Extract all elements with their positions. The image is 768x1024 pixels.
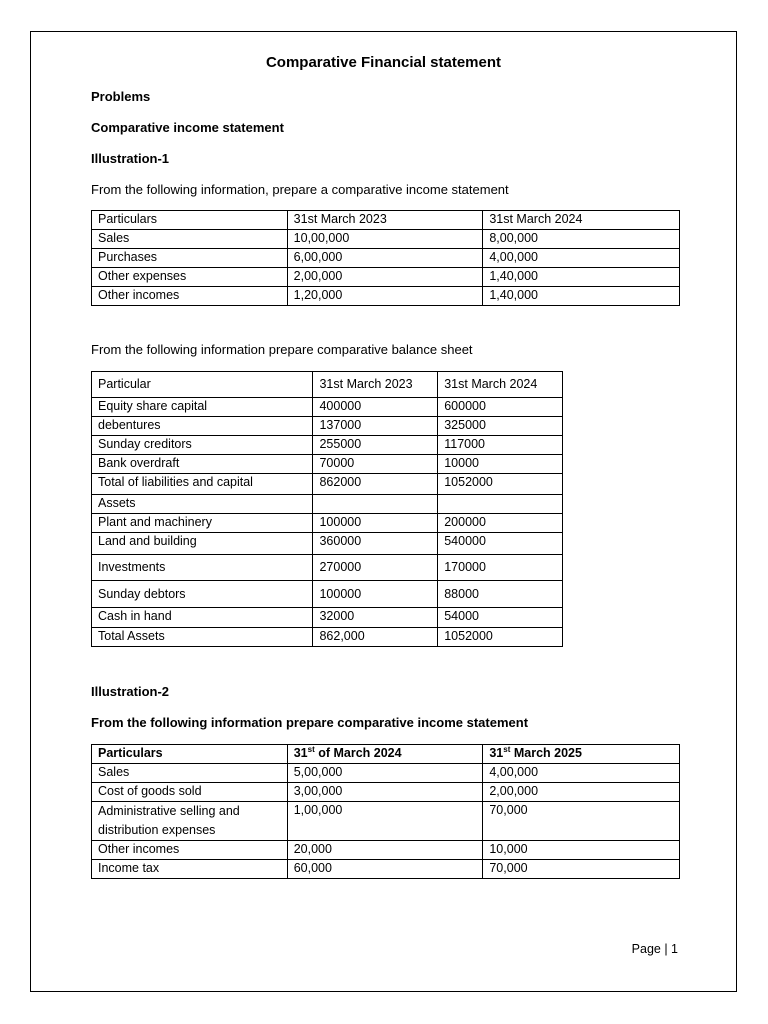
table-cell: Total Assets	[92, 628, 313, 647]
table-cell: Cost of goods sold	[92, 783, 288, 802]
table-row	[92, 533, 563, 555]
table-cell: 100000	[313, 514, 438, 533]
table-cell: 2,00,000	[287, 268, 483, 287]
income-statement-table-1	[91, 210, 680, 306]
table-cell: debentures	[92, 417, 313, 436]
ordinal-suffix: st	[307, 744, 315, 754]
table-cell: 1052000	[438, 474, 563, 495]
intro-text-3: From the following information prepare comparative income statement	[91, 715, 529, 730]
table-row	[92, 841, 680, 860]
table-cell: Income tax	[92, 860, 288, 879]
table-cell	[483, 745, 680, 764]
table-cell: 60,000	[287, 860, 483, 879]
table-cell: 31st March 2024	[483, 211, 680, 230]
table-cell: 862,000	[313, 628, 438, 647]
table-cell	[313, 495, 438, 514]
table-row	[92, 474, 563, 495]
table-cell: Other incomes	[92, 841, 288, 860]
table-cell: 31st March 2023	[313, 372, 438, 398]
table-row	[92, 628, 563, 647]
table-cell: 1,40,000	[483, 287, 680, 306]
page-number: Page | 1	[631, 942, 678, 956]
heading-comparative-income-statement: Comparative income statement	[91, 120, 284, 135]
table-cell: 1,20,000	[287, 287, 483, 306]
table-cell: 170000	[438, 555, 563, 581]
table-row	[92, 417, 563, 436]
table-cell: Other incomes	[92, 287, 288, 306]
table-cell: Bank overdraft	[92, 455, 313, 474]
table-cell: Sales	[92, 764, 288, 783]
balance-sheet-table	[91, 371, 563, 647]
table-cell: 117000	[438, 436, 563, 455]
table-cell: Sales	[92, 230, 288, 249]
table-row	[92, 287, 680, 306]
header-text: of March 2024	[314, 746, 402, 760]
table-cell: 1,00,000	[287, 802, 483, 841]
table-cell: Particulars	[92, 211, 288, 230]
table-cell: 360000	[313, 533, 438, 555]
document-page	[30, 31, 737, 992]
table-cell: Investments	[92, 555, 313, 581]
table-row	[92, 555, 563, 581]
table-header-row	[92, 211, 680, 230]
table-cell: 540000	[438, 533, 563, 555]
table-cell: 600000	[438, 398, 563, 417]
table-cell	[287, 745, 483, 764]
table-row	[92, 860, 680, 879]
table-row	[92, 764, 680, 783]
table-cell: 862000	[313, 474, 438, 495]
table-cell: 100000	[313, 581, 438, 608]
table-row	[92, 581, 563, 608]
table-cell: Purchases	[92, 249, 288, 268]
table-cell: Cash in hand	[92, 608, 313, 628]
table-cell: 4,00,000	[483, 764, 680, 783]
header-text: March 2025	[510, 746, 582, 760]
table-cell: Total of liabilities and capital	[92, 474, 313, 495]
page-title: Comparative Financial statement	[265, 54, 502, 71]
table-cell: Land and building	[92, 533, 313, 555]
table-cell: 4,00,000	[483, 249, 680, 268]
intro-text-2: From the following information prepare comparative balance sheet	[91, 342, 473, 357]
table-cell: 5,00,000	[287, 764, 483, 783]
header-text: 31	[293, 746, 308, 760]
table-cell: Sunday creditors	[92, 436, 313, 455]
table-cell: 270000	[313, 555, 438, 581]
table-cell: 10,00,000	[287, 230, 483, 249]
table-cell: 400000	[313, 398, 438, 417]
heading-illustration-1: Illustration-1	[91, 151, 170, 166]
table-cell: 31st March 2024	[438, 372, 563, 398]
table-cell: 137000	[313, 417, 438, 436]
table-cell: 2,00,000	[483, 783, 680, 802]
table-cell: 20,000	[287, 841, 483, 860]
table-row	[92, 514, 563, 533]
table-row	[92, 230, 680, 249]
table-cell	[92, 745, 288, 764]
table-cell: 255000	[313, 436, 438, 455]
table-cell: 3,00,000	[287, 783, 483, 802]
header-text: Particulars	[98, 746, 163, 760]
table-cell: 200000	[438, 514, 563, 533]
table-cell	[438, 495, 563, 514]
table-cell: Plant and machinery	[92, 514, 313, 533]
table-cell: 70,000	[483, 802, 680, 841]
income-statement-table-2	[91, 744, 680, 879]
ordinal-suffix: st	[503, 744, 511, 754]
table-cell: 32000	[313, 608, 438, 628]
table-cell: 88000	[438, 581, 563, 608]
table-row	[92, 783, 680, 802]
table-cell: Administrative selling and distribution expenses	[92, 802, 288, 841]
table-row	[92, 495, 563, 514]
table-cell: 31st March 2023	[287, 211, 483, 230]
table-cell: Assets	[92, 495, 313, 514]
table-header-row	[92, 745, 680, 764]
table-row	[92, 802, 680, 841]
table-row	[92, 436, 563, 455]
intro-text-1: From the following information, prepare a comparative income statement	[91, 182, 509, 197]
table-cell: 70000	[313, 455, 438, 474]
table-row	[92, 249, 680, 268]
table-cell: 10,000	[483, 841, 680, 860]
table-row	[92, 398, 563, 417]
heading-illustration-2: Illustration-2	[91, 684, 170, 699]
table-cell: 6,00,000	[287, 249, 483, 268]
table-cell: 1052000	[438, 628, 563, 647]
table-cell: Sunday debtors	[92, 581, 313, 608]
table-cell: Equity share capital	[92, 398, 313, 417]
table-cell: 325000	[438, 417, 563, 436]
table-cell: 10000	[438, 455, 563, 474]
table-header-row	[92, 372, 563, 398]
table-cell: 54000	[438, 608, 563, 628]
header-text: 31	[489, 746, 504, 760]
heading-problems: Problems	[91, 89, 151, 104]
table-row	[92, 455, 563, 474]
table-cell: 1,40,000	[483, 268, 680, 287]
table-cell: Particular	[92, 372, 313, 398]
table-row	[92, 268, 680, 287]
table-cell: 70,000	[483, 860, 680, 879]
table-cell: Other expenses	[92, 268, 288, 287]
table-row	[92, 608, 563, 628]
table-cell: 8,00,000	[483, 230, 680, 249]
